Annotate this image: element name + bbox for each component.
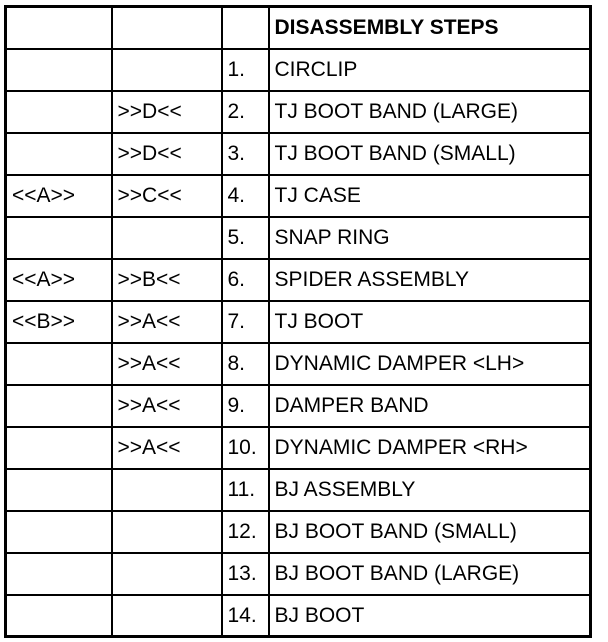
step-label: DYNAMIC DAMPER <LH> — [269, 343, 591, 385]
step-number: 1. — [222, 49, 269, 91]
header-ref-b-cell — [112, 7, 222, 49]
ref-a-cell — [6, 133, 112, 175]
ref-b-cell — [112, 553, 222, 595]
ref-a-cell — [6, 217, 112, 259]
ref-a-cell — [6, 427, 112, 469]
ref-b-cell — [112, 217, 222, 259]
step-number: 4. — [222, 175, 269, 217]
step-label: DYNAMIC DAMPER <RH> — [269, 427, 591, 469]
table-title: DISASSEMBLY STEPS — [269, 7, 591, 49]
step-number: 13. — [222, 553, 269, 595]
ref-a-cell — [6, 595, 112, 637]
table-row — [6, 343, 591, 385]
ref-a-cell: <<B>> — [6, 301, 112, 343]
ref-b-cell: >>D<< — [112, 133, 222, 175]
step-number: 14. — [222, 595, 269, 637]
ref-a-cell — [6, 511, 112, 553]
disassembly-steps-table — [4, 5, 592, 638]
step-number: 10. — [222, 427, 269, 469]
ref-b-cell — [112, 469, 222, 511]
step-label: BJ BOOT BAND (SMALL) — [269, 511, 591, 553]
step-number: 2. — [222, 91, 269, 133]
step-label: CIRCLIP — [269, 49, 591, 91]
header-number-cell — [222, 7, 269, 49]
table-row — [6, 469, 591, 511]
step-label: TJ BOOT BAND (SMALL) — [269, 133, 591, 175]
step-label: BJ BOOT BAND (LARGE) — [269, 553, 591, 595]
header-ref-a-cell — [6, 7, 112, 49]
ref-b-cell — [112, 595, 222, 637]
step-label: TJ BOOT — [269, 301, 591, 343]
header-row — [6, 7, 591, 49]
step-number: 7. — [222, 301, 269, 343]
step-label: BJ ASSEMBLY — [269, 469, 591, 511]
ref-b-cell: >>A<< — [112, 385, 222, 427]
ref-a-cell — [6, 469, 112, 511]
ref-a-cell — [6, 91, 112, 133]
table-row — [6, 91, 591, 133]
table-row — [6, 385, 591, 427]
step-label: SPIDER ASSEMBLY — [269, 259, 591, 301]
step-number: 3. — [222, 133, 269, 175]
step-label: SNAP RING — [269, 217, 591, 259]
ref-a-cell: <<A>> — [6, 175, 112, 217]
step-label: TJ BOOT BAND (LARGE) — [269, 91, 591, 133]
table-row — [6, 259, 591, 301]
ref-a-cell — [6, 553, 112, 595]
ref-a-cell: <<A>> — [6, 259, 112, 301]
step-number: 12. — [222, 511, 269, 553]
ref-b-cell — [112, 511, 222, 553]
step-number: 11. — [222, 469, 269, 511]
table-row — [6, 217, 591, 259]
ref-b-cell — [112, 49, 222, 91]
step-label: BJ BOOT — [269, 595, 591, 637]
ref-b-cell: >>B<< — [112, 259, 222, 301]
ref-b-cell: >>A<< — [112, 343, 222, 385]
ref-b-cell: >>A<< — [112, 301, 222, 343]
table-row — [6, 427, 591, 469]
ref-a-cell — [6, 385, 112, 427]
table-row — [6, 595, 591, 637]
table-row — [6, 49, 591, 91]
ref-b-cell: >>D<< — [112, 91, 222, 133]
step-number: 8. — [222, 343, 269, 385]
ref-a-cell — [6, 49, 112, 91]
step-label: DAMPER BAND — [269, 385, 591, 427]
ref-b-cell: >>A<< — [112, 427, 222, 469]
table-row — [6, 175, 591, 217]
step-label: TJ CASE — [269, 175, 591, 217]
ref-a-cell — [6, 343, 112, 385]
table-row — [6, 133, 591, 175]
step-number: 5. — [222, 217, 269, 259]
step-number: 6. — [222, 259, 269, 301]
table-row — [6, 553, 591, 595]
table-row — [6, 301, 591, 343]
ref-b-cell: >>C<< — [112, 175, 222, 217]
table-row — [6, 511, 591, 553]
step-number: 9. — [222, 385, 269, 427]
